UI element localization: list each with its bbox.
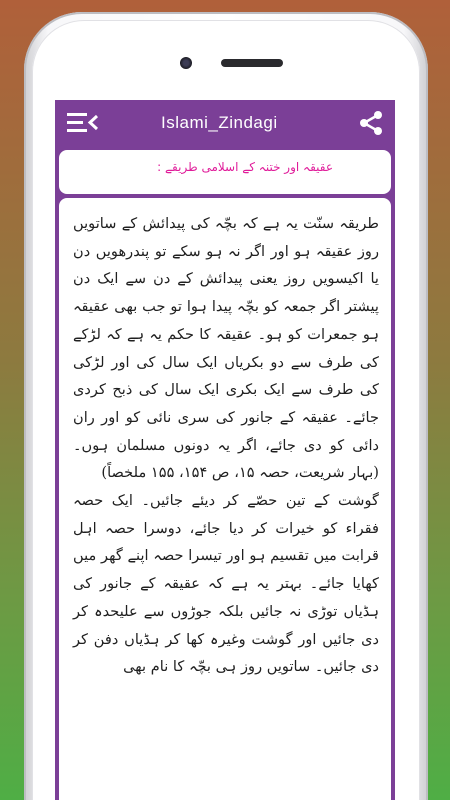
article-paragraph: طریقہ سنّت یہ ہے کہ بچّہ کی پیدائش کے ساتویں روز عقیقہ ہو اور اگر نہ ہو سکے تو پندرھویں دن یا اکیسویں روز یعنی پیدائش کے دن سے ایک دن پیشتر اگر جمعہ کو بچّہ پیدا ہوا تو جب بھی عقیقہ ہو جمعرات کو ہو۔ عقیقہ کا حکم یہ ہے کہ لڑکے کی طرف سے دو بکریاں ایک سال کی اور لڑکی کی طرف سے ایک بکری ایک سال کی ذبح کردی جائے۔ عقیقہ کے جانور کی سری نائی کو اور ران دائی کو دی جائے، اگر یہ دونوں مسلمان ہوں۔ (بہار شریعت، حصہ ۱۵، ص ۱۵۴، ۱۵۵ ملخصاً) bbox=[73, 215, 379, 482]
article-body-card[interactable] bbox=[59, 198, 391, 800]
article-body bbox=[73, 210, 379, 681]
content-area bbox=[55, 146, 395, 800]
menu-back-icon[interactable] bbox=[67, 108, 101, 138]
front-camera bbox=[180, 57, 192, 69]
article-heading: عقیقہ اور ختنہ کے اسلامی طریقے : bbox=[157, 160, 333, 174]
app-toolbar bbox=[55, 100, 395, 146]
earpiece-speaker bbox=[221, 59, 283, 67]
article-heading-card bbox=[59, 150, 391, 194]
share-icon[interactable] bbox=[357, 109, 385, 137]
app-screen bbox=[55, 100, 395, 800]
app-title: Islami_Zindagi bbox=[161, 113, 278, 132]
article-paragraph: گوشت کے تین حصّے کر دیئے جائیں۔ ایک حصہ فقراء کو خیرات کر دیا جائے، دوسرا حصہ اہل قرابت میں تقسیم ہو اور تیسرا حصہ اپنے گھر میں کھایا جائے۔ بہتر یہ ہے کہ عقیقہ کے جانور کی ہڈیاں توڑی نہ جائیں بلکہ جوڑوں سے علیحدہ کر دی جائیں اور گوشت وغیرہ کھا کر ہڈیاں دفن کر دی جائیں۔ ساتویں روز ہی بچّہ کا نام بھی bbox=[73, 492, 379, 676]
